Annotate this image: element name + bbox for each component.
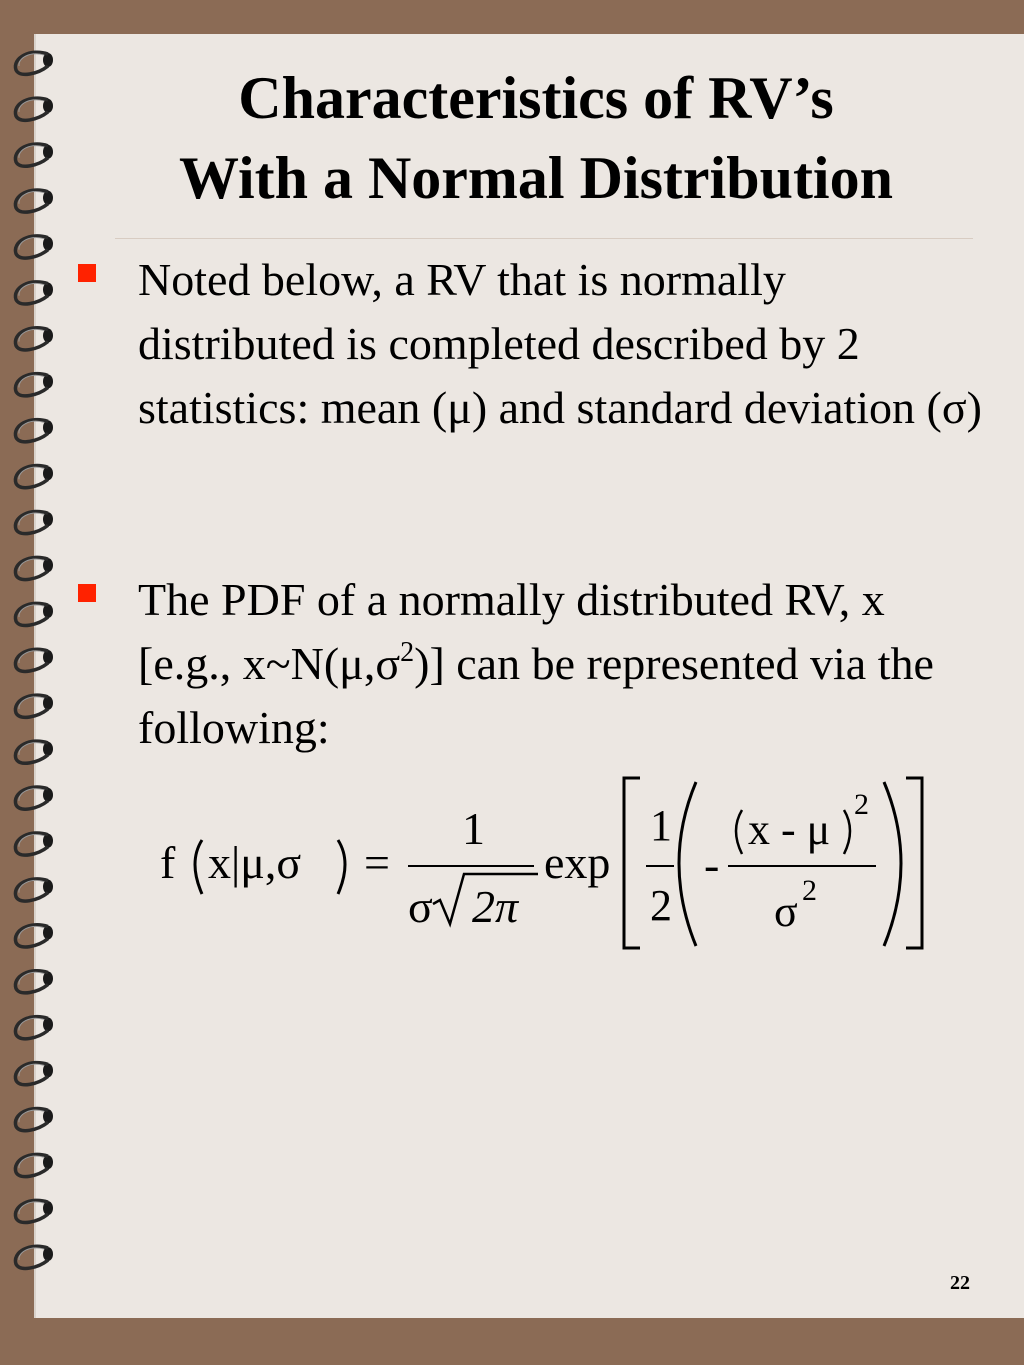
formula-half-denominator: 2: [650, 881, 672, 930]
formula-right-bracket: [906, 778, 922, 948]
page-number: 22: [950, 1272, 970, 1294]
bullet-text: Noted below, a RV that is normally distributed is completed described by 2 statistics: mean (μ) and standard deviation (σ): [138, 254, 982, 433]
spiral-loop: [15, 52, 53, 74]
spiral-loop: [15, 1063, 53, 1085]
spiral-loop: [15, 741, 53, 763]
spiral-loop: [15, 925, 53, 947]
spiral-loop: [15, 466, 53, 488]
spiral-loop: [15, 879, 53, 901]
spiral-loop: [15, 1246, 53, 1268]
spiral-binding-icon: [0, 34, 70, 1318]
spiral-loop: [15, 1154, 53, 1176]
formula-right-paren: [884, 782, 901, 946]
square-bullet-icon: [78, 264, 96, 282]
formula-lhs-open-paren: [195, 840, 202, 894]
formula-lhs-args: x|μ,σ: [208, 837, 302, 888]
bullet-item-definition: [138, 248, 988, 440]
formula-f: f: [160, 837, 176, 888]
spiral-loop: [15, 787, 53, 809]
spiral-loop: [15, 1017, 53, 1039]
formula-inner-close-paren: [844, 810, 850, 854]
spiral-loop: [15, 557, 53, 579]
formula-lhs-close-paren: [338, 840, 345, 894]
spiral-loop: [15, 420, 53, 442]
spiral-loop: [15, 649, 53, 671]
formula-minus: -: [704, 839, 720, 890]
formula-half-numerator: 1: [650, 801, 672, 850]
spiral-loop: [15, 236, 53, 258]
spiral-loop: [15, 328, 53, 350]
spiral-loop: [15, 98, 53, 120]
spiral-loop: [15, 374, 53, 396]
formula-inner-open-paren: [736, 810, 742, 854]
spiral-loop: [15, 190, 53, 212]
spiral-loop: [15, 971, 53, 993]
spiral-loop: [15, 603, 53, 625]
spiral-loop: [15, 833, 53, 855]
spiral-loop: [15, 1200, 53, 1222]
bullet-superscript: 2: [400, 637, 415, 668]
formula-denominator-sigma: σ: [408, 881, 433, 932]
slide-title-line2: With a Normal Distribution: [179, 145, 893, 211]
slide-title-line1: Characteristics of RV’s: [238, 65, 834, 131]
bullet-text-before: The PDF of a normally distributed RV, x [e.g., x~N(μ,σ: [138, 574, 885, 689]
title-divider: [115, 238, 973, 239]
formula-inner-denominator: σ: [774, 887, 798, 936]
square-bullet-icon: [78, 584, 96, 602]
normal-pdf-formula: [150, 770, 940, 960]
bullet-item-pdf: [138, 568, 988, 760]
formula-denominator-root: 2π: [472, 881, 519, 932]
slide-title: [96, 58, 976, 218]
bullet-text-after: )] can be represented via the following:: [138, 638, 934, 753]
spiral-loop: [15, 511, 53, 533]
formula-numerator: 1: [462, 803, 485, 854]
formula-inner-numerator: x - μ: [748, 805, 831, 854]
formula-equals: =: [364, 837, 390, 888]
spiral-loop: [15, 1109, 53, 1131]
formula-left-bracket: [624, 778, 640, 948]
formula-exp: exp: [544, 837, 611, 888]
formula-inner-denominator-power: 2: [802, 874, 817, 907]
spiral-loop: [15, 282, 53, 304]
spiral-loop: [15, 695, 53, 717]
spiral-loop: [15, 144, 53, 166]
formula-left-paren: [679, 782, 696, 946]
formula-inner-numerator-power: 2: [854, 788, 869, 821]
